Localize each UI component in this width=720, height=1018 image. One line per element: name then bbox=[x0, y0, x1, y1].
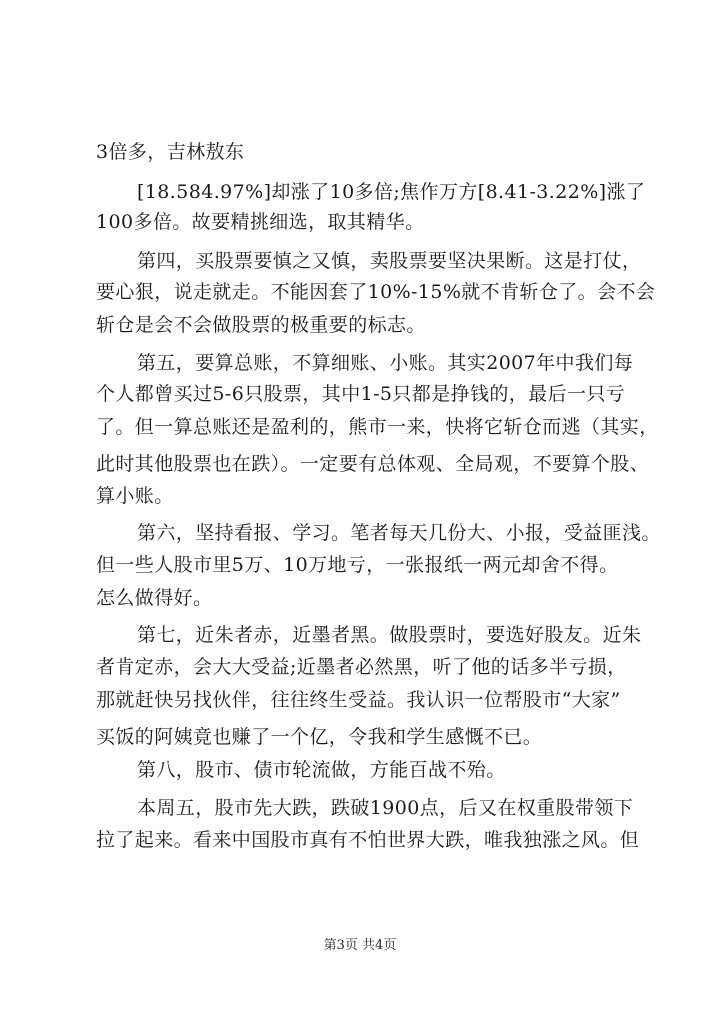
text-line: 了。但一算总账还是盈利的，熊市一来，快将它斩仓而逃（其实， bbox=[96, 416, 659, 438]
text-line: 第六，坚持看报、学习。笔者每天几份大、小报，受益匪浅。 bbox=[137, 522, 661, 544]
text-line: 第五，要算总账，不算细账、小账。其实2007年中我们每 bbox=[137, 352, 634, 374]
text-line: 第四，买股票要慎之又慎，卖股票要坚决果断。这是打仗， bbox=[137, 250, 642, 272]
text-line: 者肯定赤，会大大受益;近墨者必然黑，听了他的话多半亏损， bbox=[96, 656, 627, 678]
text-line: 要心狠，说走就走。不能因套了10%-15%就不肯斩仓了。会不会 bbox=[96, 281, 656, 303]
text-line: 此时其他股票也在跌）。一定要有总体观、全局观，不要算个股、 bbox=[96, 453, 650, 475]
text-line: 第八，股市、债市轮流做，方能百战不殆。 bbox=[137, 759, 506, 781]
text-line: 算小账。 bbox=[96, 485, 174, 507]
text-line: 本周五，股市先大跌，跌破1900点，后又在权重股带领下 bbox=[137, 797, 634, 819]
text-line: 第七，近朱者赤，近墨者黑。做股票时，要选好股友。近朱 bbox=[137, 624, 642, 646]
text-line: 那就赶快另找伙伴，往往终生受益。我认识一位帮股市“大家” bbox=[96, 689, 621, 711]
text-line: 怎么做得好。 bbox=[96, 587, 213, 609]
text-line: 100多倍。故要精挑细选，取其精华。 bbox=[96, 211, 425, 233]
text-line: 买饭的阿姨竟也赚了一个亿，令我和学生感慨不已。 bbox=[96, 726, 543, 748]
text-line: 斩仓是会不会做股票的极重要的标志。 bbox=[96, 314, 426, 336]
text-line: [18.584.97%]却涨了10多倍;焦作万方[8.41-3.22%]涨了 bbox=[137, 181, 646, 203]
text-line: 个人都曾买过5-6只股票，其中1-5只都是挣钱的，最后一只亏 bbox=[96, 383, 626, 405]
text-line: 3倍多，吉林敖东 bbox=[96, 141, 245, 163]
text-line: 拉了起来。看来中国股市真有不怕世界大跌，唯我独涨之风。但 bbox=[96, 829, 640, 851]
page-footer: 第3页 共4页 bbox=[323, 938, 397, 953]
text-line: 但一些人股市里5万、10万地亏，一张报纸一两元却舍不得。 bbox=[96, 554, 619, 576]
